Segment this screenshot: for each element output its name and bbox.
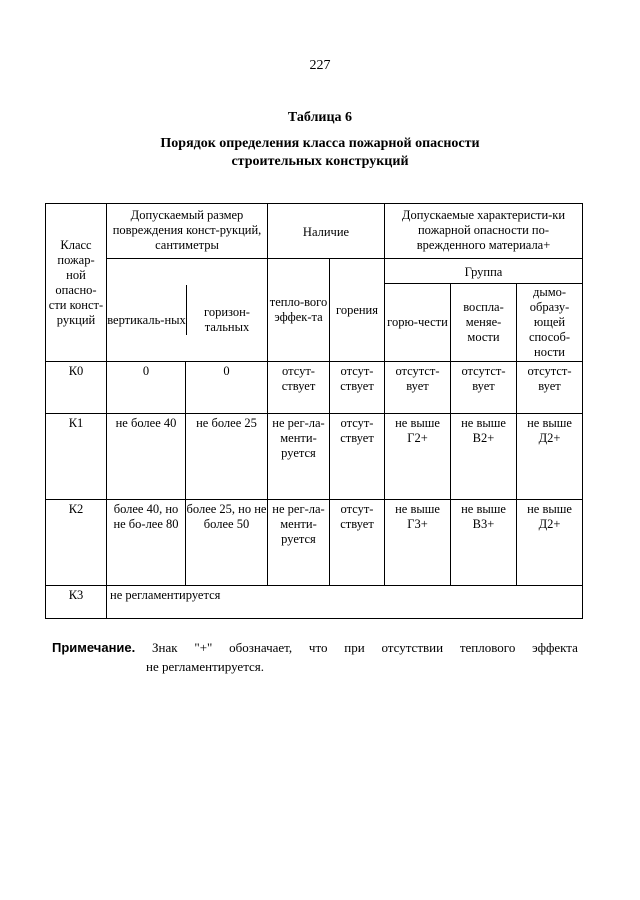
table-title-line-2: строительных конструкций xyxy=(231,154,409,169)
cell-class: К1 xyxy=(46,414,107,500)
header-row-2 xyxy=(46,259,583,284)
cell-thermal: не рег-ла-менти-руется xyxy=(268,414,330,500)
header-horizontal xyxy=(187,285,267,335)
note-word: обозначает, xyxy=(229,640,293,655)
header-material-group-text: Допускаемые характеристи-ки пожарной опасности по-врежденного материала+ xyxy=(401,208,566,252)
cell-vertical: не более 40 xyxy=(107,414,186,500)
cell-burning: отсут-ствует xyxy=(330,500,385,586)
table-title-line-1: Порядок определения класса пожарной опасности xyxy=(160,136,480,151)
table-row xyxy=(46,586,583,619)
cell-smoke: отсутст-вует xyxy=(517,362,583,414)
cell-thermal: не рег-ла-менти-руется xyxy=(268,500,330,586)
header-smoke-text: дымо-образу-ющей способ-ности xyxy=(528,285,571,359)
cell-flammability: не выше В2+ xyxy=(451,414,517,500)
header-combustibility xyxy=(385,284,451,362)
fire-class-table xyxy=(45,203,583,619)
note-word: отсутствии xyxy=(381,640,444,655)
cell-flammability: отсутст-вует xyxy=(451,362,517,414)
cell-horizontal: не более 25 xyxy=(186,414,268,500)
cell-class: К0 xyxy=(46,362,107,414)
header-presence-group xyxy=(268,204,385,259)
cell-class: К2 xyxy=(46,500,107,586)
header-burning-text: горения xyxy=(336,302,378,317)
header-horizontal-text: горизон-тальных xyxy=(204,305,250,334)
header-group-label-text: Группа xyxy=(464,264,503,279)
cell-class: К3 xyxy=(46,586,107,619)
cell-burning: отсут-ствует xyxy=(330,362,385,414)
table-row xyxy=(46,500,583,586)
cell-combustibility: отсутст-вует xyxy=(385,362,451,414)
note-word: при xyxy=(344,640,365,655)
note-word: что xyxy=(308,640,328,655)
table-row xyxy=(46,414,583,500)
note-label: Примечание. xyxy=(52,640,136,655)
cell-vertical: 0 xyxy=(107,362,186,414)
table-caption: Таблица 6 xyxy=(287,110,353,125)
header-class-text: Класс пожар-ной опасно-сти конст-рукций xyxy=(48,237,104,327)
header-row-1 xyxy=(46,204,583,259)
note-line-1 xyxy=(52,638,578,657)
cell-thermal: отсут-ствует xyxy=(268,362,330,414)
note-word: эффекта xyxy=(532,640,578,655)
note-line-2: не регламентируется. xyxy=(146,659,265,674)
header-vertical-text: вертикаль-ных xyxy=(107,312,186,327)
table-title xyxy=(60,135,580,171)
header-class xyxy=(46,204,107,362)
header-flammability xyxy=(451,284,517,362)
table-note xyxy=(52,638,578,676)
note-word: "+" xyxy=(194,640,213,655)
cell-k3-value: не регламентируется xyxy=(107,586,583,619)
page-number: 227 xyxy=(309,58,331,73)
cell-flammability: не выше В3+ xyxy=(451,500,517,586)
header-thermal-effect xyxy=(268,259,330,362)
header-damage-group xyxy=(107,204,268,259)
header-damage-sub xyxy=(107,259,268,362)
header-presence-group-text: Наличие xyxy=(302,224,350,239)
cell-burning: отсут-ствует xyxy=(330,414,385,500)
cell-smoke: не выше Д2+ xyxy=(517,500,583,586)
cell-combustibility: не выше Г2+ xyxy=(385,414,451,500)
cell-combustibility: не выше Г3+ xyxy=(385,500,451,586)
header-damage-group-text: Допускаемый размер повреждения конст-рукций, сантиметры xyxy=(112,208,262,252)
header-vertical xyxy=(107,285,187,335)
header-flammability-text: воспла-меняе-мости xyxy=(463,300,504,344)
cell-horizontal: более 25, но не более 50 xyxy=(186,500,268,586)
header-combustibility-text: горю-чести xyxy=(387,315,448,329)
cell-smoke: не выше Д2+ xyxy=(517,414,583,500)
cell-horizontal: 0 xyxy=(186,362,268,414)
cell-vertical: более 40, но не бо-лее 80 xyxy=(107,500,186,586)
header-burning xyxy=(330,259,385,362)
header-thermal-effect-text: тепло-вого эффек-та xyxy=(269,295,328,324)
header-group-label xyxy=(385,259,583,284)
note-word: Знак xyxy=(152,640,178,655)
note-word: теплового xyxy=(459,640,516,655)
table-row xyxy=(46,362,583,414)
header-material-group xyxy=(385,204,583,259)
header-smoke xyxy=(517,284,583,362)
